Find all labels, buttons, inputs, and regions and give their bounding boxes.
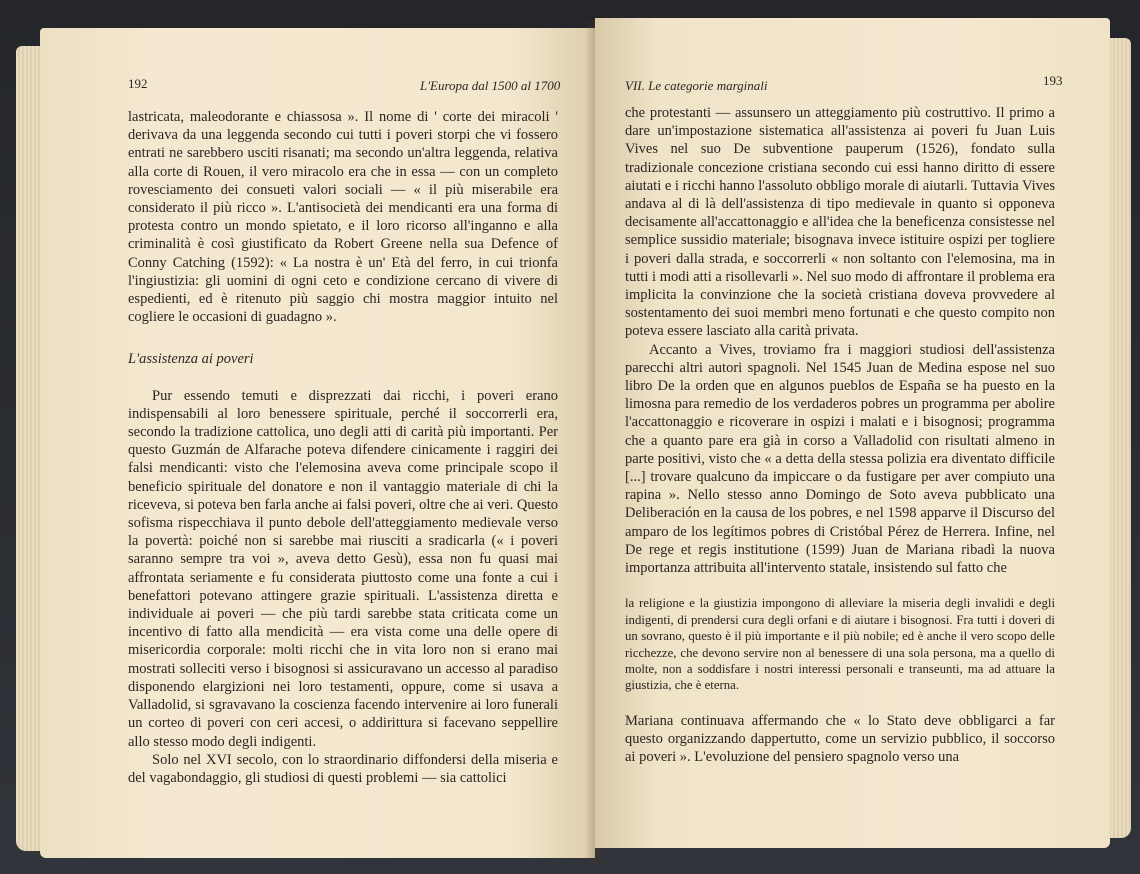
block-quote: la religione e la giustizia impongono di alleviare la miseria degli invalidi e degli indigenti, di prendersi cura degli orfani e di aiutare i bisognosi. Fra tutti i doveri di un sovrano, questo è il più importante e il più nobile; ed è anche il vero scopo delle ricchezze, che devono servire non al benessere di una sola persona, ma a quello di molte, non a soddisfare i nostri interessi personali e transeunti, ma ad attuare la giustizia, che è eterna. bbox=[625, 596, 1055, 693]
left-page-body bbox=[128, 108, 558, 787]
right-paragraph-1: che protestanti — assunsero un atteggiamento più costruttivo. Il primo a dare un'impostazione sistematica all'assistenza ai poveri fu Juan Luis Vives nel suo De subventione pauperum (1526), fondato sulla tradizionale concezione cristiana secondo cui essi hanno diritto di essere aiutati e i ricchi hanno l'assoluto obbligo morale di aiutarli. Tuttavia Vives andava al di là dell'assistenza di tipo medievale in quanto si opponeva decisamente all'accattonaggio e all'idea che la beneficenza consistesse nel semplice sussidio materiale; bisognava invece istituire ospizi per togliere i poveri dalla strada, e soccorrerli « non soltanto con l'elemosina, ma in tutti i modi atti a risollevarli ». Nel suo modo di affrontare il problema era implicita la convinzione che la società cristiana doveva provvedere al sostentamento dei suoi membri meno fortunati e che questo compito non poteva essere lasciato alla carità privata. bbox=[625, 105, 1055, 340]
left-paragraph-2: Pur essendo temuti e disprezzati dai ricchi, i poveri erano indispensabili al loro benessere spirituale, perché il soccorrerli era, secondo la tradizione cattolica, uno degli atti di carità più importanti. Per questo Guzmán de Alfarache poteva difendere cinicamente i raggiri dei falsi mendicanti: visto che l'elemosina aveva come principale scopo il beneficio spirituale del donatore e non il vantaggio materiale di chi la riceveva, si poteva ben farla anche ai falsi poveri, oltre che ai veri. Questo sofisma rispecchiava il punto debole dell'atteggiamento medievale verso la povertà: poiché non si sarebbe mai riusciti a sradicarla (« i poveri saranno sempre tra voi », aveva detto Gesù), essa non fu quasi mai affrontata seriamente e fu considerata piuttosto come una fonte a cui i benefattori potevano attingere grazie spirituali. L'assistenza diretta e individuale ai poveri — che più tardi sarebbe stata criticata come un incentivo di fatto alla mendicità — era vista come una delle opere di misericordia corporale: molti ricchi che in vita loro non si erano mai mostrati solleciti verso i bisognosi si assicuravano un accesso al paradiso disponendo elargizioni nei loro testamenti, oppure, come si usava a Valladolid, si sgravavano la coscienza facendo intervenire ai loro funerali un corteo di poveri con ceri accesi, o addirittura si facevano seppellire allo stesso modo degli indigenti. bbox=[128, 387, 558, 750]
right-running-title: VII. Le categorie marginali bbox=[625, 78, 768, 93]
left-running-title: L'Europa dal 1500 al 1700 bbox=[420, 78, 561, 93]
right-paragraph-2: Accanto a Vives, troviamo fra i maggiori studiosi dell'assistenza parecchi altri autori spagnoli. Nel 1545 Juan de Medina espose nel suo libro De la orden que en algunos pueblos de España se ha puesto en la limosna para remedio de los verdaderos pobres un programma per abolire l'accattonaggio e ricoverare in ospizi i malati e i bisognosi; programma che a quanto pare era già in corso a Valladolid con risultati almeno in parte positivi, visto che « a detta della stessa polizia era diventato difficile [...] trovare qualcuno da impiccare o da fustigare per aver compiuto una rapina ». Nello stesso anno Domingo de Soto aveva pubblicato una Deliberación en la causa de los pobres, e nel 1598 apparve il Discurso del amparo de los legítimos pobres di Cristóbal Pérez de Herrera. Infine, nel De rege et regis institutione (1599) Juan de Mariana ribadì la nuova importanza attribuita all'intervento statale, insistendo sul fatto che bbox=[625, 341, 1055, 577]
section-heading: L'assistenza ai poveri bbox=[128, 351, 254, 368]
right-closing-paragraph: Mariana continuava affermando che « lo Stato deve obbligarci a far questo organizzando dappertutto, come un servizio pubblico, il soccorso ai poveri ». L'evoluzione del pensiero spagnolo verso una bbox=[625, 712, 1055, 766]
right-page-number: 193 bbox=[1043, 73, 1063, 88]
open-book bbox=[10, 10, 1130, 865]
left-page-number: 192 bbox=[128, 76, 148, 91]
left-paragraph-1: lastricata, maleodorante e chiassosa ». Il nome di ' corte dei miracoli ' derivava da una leggenda secondo cui tutti i poveri storpi che vi fossero entrati ne sarebbero usciti risanati; ma secondo un'altra leggenda, relativa alla corte di Rouen, il vero miracolo era che in essa — con un completo rovesciamento dei consueti valori sociali — « il più miserabile era considerato il più ricco ». L'antisocietà dei mendicanti era una forma di protesta contro un mondo spietato, e il loro ricorso all'inganno e alla criminalità è così giustificato da Robert Greene nella sua Defence of Conny Catching (1592): « La nostra è un' Età del ferro, in cui trionfa l'ingiustizia: gli uomini di ogni ceto e condizione cercano di vivere di espedienti, ed è ritenuto più saggio chi mostra maggior intuito nel cogliere le occasioni di guadagno ». bbox=[128, 109, 558, 326]
left-page bbox=[40, 28, 595, 858]
left-paragraph-3: Solo nel XVI secolo, con lo straordinario diffondersi della miseria e del vagabondaggio, gli studiosi di questi problemi — sia cattolici bbox=[128, 751, 558, 786]
right-page bbox=[595, 18, 1110, 848]
right-page-body bbox=[625, 104, 1055, 766]
